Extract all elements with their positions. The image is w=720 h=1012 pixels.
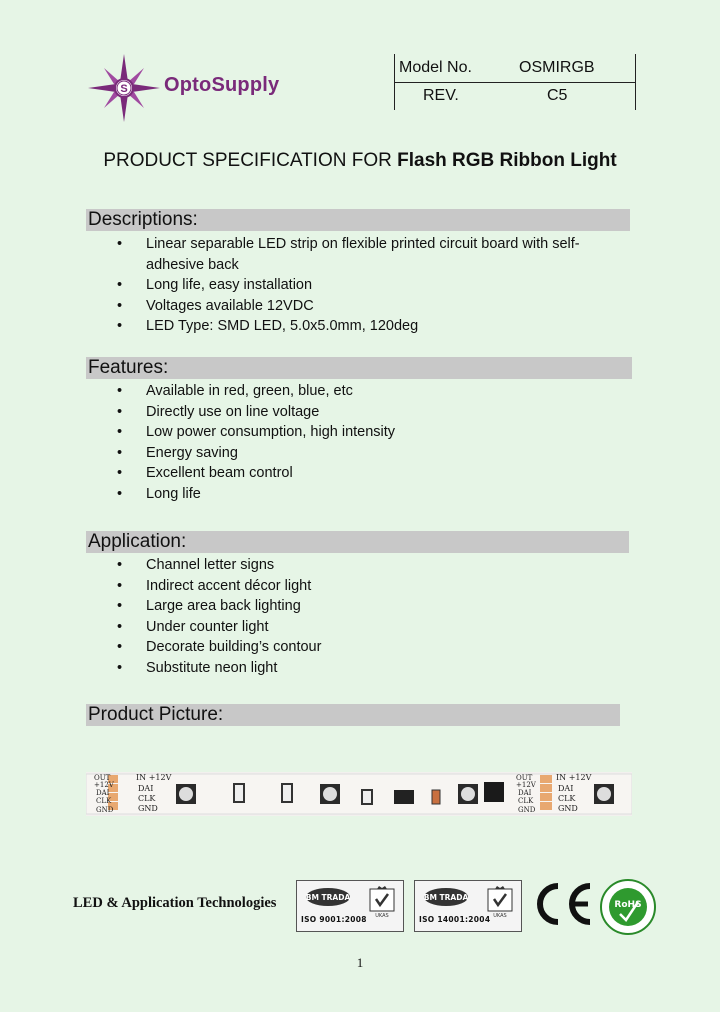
pad-label: DAI — [96, 789, 110, 797]
bullet: • — [117, 297, 123, 314]
title-plain: PRODUCT SPECIFICATION FOR — [103, 150, 398, 171]
title-bold: Flash RGB Ribbon Light — [397, 150, 617, 171]
pad-label: GND — [138, 804, 158, 813]
bullet: • — [117, 424, 123, 440]
pad-label: GND — [558, 804, 578, 813]
list-item — [0, 484, 600, 505]
list-item — [0, 296, 600, 317]
list-item — [0, 381, 600, 402]
svg-text:UKAS: UKAS — [493, 913, 507, 919]
pad-label: CLK — [96, 797, 112, 805]
list-item-text: Indirect accent décor light — [146, 577, 312, 594]
list-item-text: Large area back lighting — [146, 598, 301, 614]
iso-9001-label: ISO 9001:2008 — [301, 915, 367, 924]
rev-value: C5 — [547, 87, 568, 104]
logo-text: OptoSupply — [164, 74, 280, 96]
list-item-text: Voltages available 12VDC — [146, 297, 314, 314]
bullet: • — [117, 444, 123, 461]
list-item-text: Available in red, green, blue, etc — [146, 383, 353, 399]
pad-label: GND — [518, 806, 536, 814]
list-item — [0, 234, 600, 255]
list-item-text: Decorate building’s contour — [146, 639, 322, 655]
rev-label: REV. — [423, 87, 459, 104]
features-list — [0, 381, 600, 504]
bullet: • — [117, 236, 123, 252]
list-item-text: Long life — [146, 485, 201, 502]
list-item — [0, 555, 600, 576]
pad-label: +12V — [94, 781, 114, 789]
model-label: Model No. — [399, 59, 472, 76]
list-item — [0, 255, 600, 276]
list-item — [0, 637, 600, 658]
list-item — [0, 463, 600, 484]
list-item — [0, 617, 600, 638]
list-item — [0, 275, 600, 296]
rohs-compliant-icon — [598, 878, 658, 936]
list-item — [0, 576, 600, 597]
bullet: • — [117, 557, 123, 573]
rgb-led-icon — [594, 784, 614, 804]
svg-text:UKAS: UKAS — [375, 913, 389, 919]
descriptions-list — [0, 234, 600, 337]
bullet: • — [117, 598, 123, 614]
list-item — [0, 316, 600, 337]
pad-label: OUT — [516, 774, 533, 782]
bullet: • — [117, 659, 123, 676]
pad-label: IN +12V — [556, 773, 592, 782]
pad-label: +12V — [516, 781, 536, 789]
iso-14001-label: ISO 14001:2004 — [419, 915, 491, 924]
list-item — [0, 443, 600, 464]
svg-text:BM TRADA: BM TRADA — [305, 893, 351, 902]
page-number: 1 — [356, 955, 364, 970]
pad-label: IN +12V — [136, 773, 172, 782]
rgb-led-icon — [458, 784, 478, 804]
pad-label: DAI — [138, 784, 154, 793]
list-item — [0, 422, 600, 443]
pad-label: CLK — [518, 797, 534, 805]
svg-text:RoHS: RoHS — [614, 900, 642, 910]
model-info-table — [394, 54, 636, 110]
bullet: • — [117, 485, 123, 502]
list-item-text: Linear separable LED strip on flexible printed circuit board with self- — [146, 236, 580, 252]
led-strip-image — [86, 772, 632, 816]
rev-row — [395, 82, 635, 110]
iso14001-certificate-badge — [414, 880, 522, 932]
pad-label: CLK — [558, 794, 576, 803]
ukas-crown-icon — [369, 885, 395, 919]
ce-mark-icon — [530, 878, 594, 930]
pad-label: OUT — [94, 774, 111, 782]
bm-trada-logo-icon — [423, 887, 469, 907]
rgb-led-icon — [320, 784, 340, 804]
list-item-text: LED Type: SMD LED, 5.0x5.0mm, 120deg — [146, 318, 419, 334]
bullet: • — [117, 383, 123, 399]
list-item-text: Channel letter signs — [146, 557, 275, 573]
list-item-text: Substitute neon light — [146, 659, 278, 676]
bullet: • — [117, 618, 123, 635]
pad-label: DAI — [518, 789, 532, 797]
list-item-text: Energy saving — [146, 444, 238, 461]
iso9001-certificate-badge — [296, 880, 404, 932]
list-item-text: Under counter light — [146, 618, 269, 635]
ukas-crown-icon — [487, 885, 513, 919]
bullet: • — [117, 577, 123, 594]
list-item-text: Low power consumption, high intensity — [146, 424, 396, 440]
model-value: OSMIRGB — [519, 59, 595, 76]
model-row — [395, 54, 635, 83]
chip-icon — [484, 782, 504, 802]
application-list — [0, 555, 600, 678]
bm-trada-logo-icon — [305, 887, 351, 907]
list-item — [0, 596, 600, 617]
pad-label: DAI — [558, 784, 574, 793]
pad-label: CLK — [138, 794, 156, 803]
bullet: • — [117, 639, 123, 655]
list-item-text: Directly use on line voltage — [146, 403, 320, 420]
application-heading: Application: — [86, 531, 629, 553]
page-title — [0, 150, 720, 172]
list-item — [0, 658, 600, 679]
bullet: • — [117, 465, 123, 481]
list-item-text: Long life, easy installation — [146, 277, 313, 293]
list-item-text: Excellent beam control — [146, 465, 293, 481]
svg-text:BM TRADA: BM TRADA — [423, 893, 469, 902]
bullet: • — [117, 318, 123, 334]
bullet: • — [117, 403, 123, 420]
pad-label: GND — [96, 806, 114, 814]
rgb-led-icon — [176, 784, 196, 804]
descriptions-heading: Descriptions: — [86, 209, 630, 231]
product-picture-heading: Product Picture: — [86, 704, 620, 726]
bullet: • — [117, 277, 123, 293]
company-tagline: LED & Application Technologies — [73, 895, 277, 911]
list-item — [0, 402, 600, 423]
features-heading: Features: — [86, 357, 632, 379]
list-item-text: adhesive back — [146, 256, 239, 273]
logo-mark-letter: S — [120, 83, 128, 95]
